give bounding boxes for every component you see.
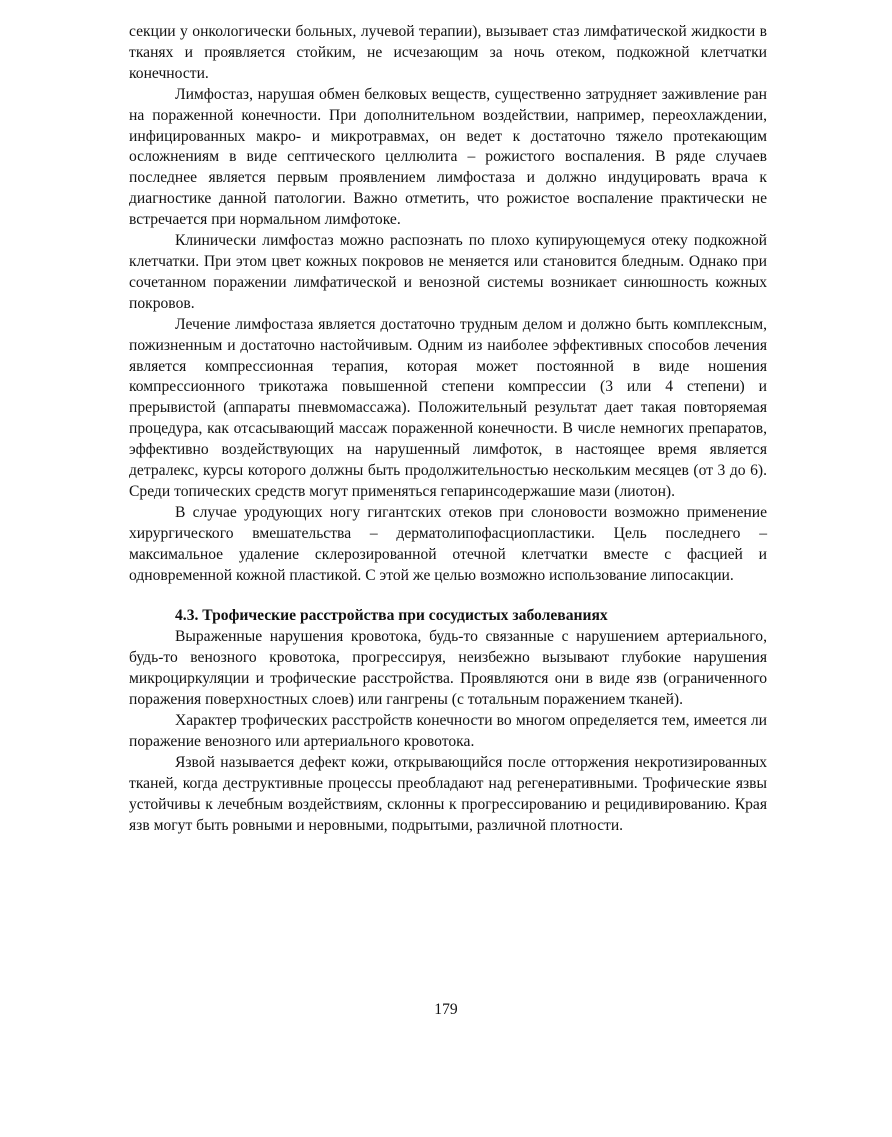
paragraph-1: секции у онкологически больных, лучевой терапии), вызывает стаз лимфатической жидкости в тканях и проявляется стойким, не исчезающим за ночь отеком, подкожной клетчатки конечности. xyxy=(129,23,767,82)
paragraph-5: В случае уродующих ногу гигантских отеков при слоновости возможно применение хирургического вмешательства – дерматолипофасциопластики. Цель последнего – максимальное удаление склерозированной отечной клетчатки вместе с фасцией и одновременной кожной пластикой. С этой же целью возможно использование липосакции. xyxy=(129,503,767,584)
page-body xyxy=(129,22,767,836)
paragraph-4: Лечение лимфостаза является достаточно трудным делом и должно быть комплексным, пожизненным и достаточно настойчивым. Одним из наиболее эффективных способов лечения является компрессионная терапия, которая может постоянной в виде ношения компрессионного трикотажа повышенной степени компрессии (3 или 4 степени) и прерывистой (аппараты пневмомассажа). Положительный результат дает такая повторяемая процедура, как отсасывающий массаж пораженной конечности. В числе немногих препаратов, эффективно воздействующих на нарушенный лимфоток, в настоящее время является детралекс, курсы которого должны быть продолжительностью нескольким месяцев (от 3 до 6). Среди топических средств могут применяться гепаринсодержашие мази (лиотон). xyxy=(129,315,767,500)
section-paragraph-1: Выраженные нарушения кровотока, будь-то связанные с нарушением артериального, будь-то венозного кровотока, прогрессируя, неизбежно вызывают глубокие нарушения микроциркуляции и трофические расстройства. Проявляются они в виде язв (ограниченного поражения поверхностных слоев) или гангрены (с тотальным поражением тканей). xyxy=(129,628,767,709)
section-paragraph-2: Характер трофических расстройств конечности во многом определяется тем, имеется ли поражение венозного или артериального кровотока. xyxy=(129,712,767,750)
section-paragraph-3: Язвой называется дефект кожи, открывающийся после отторжения некротизированных тканей, когда деструктивные процессы преобладают над регенеративными. Трофические язвы устойчивы к лечебным воздействиям, склонны к прогрессированию и рецидивированию. Края язв могут быть ровными и неровными, подрытыми, различной плотности. xyxy=(129,753,767,834)
section-heading: 4.3. Трофические расстройства при сосудистых заболеваниях xyxy=(175,607,608,625)
paragraph-3: Клинически лимфостаз можно распознать по плохо купирующемуся отеку подкожной клетчатки. При этом цвет кожных покровов не меняется или становится бледным. Однако при сочетанном поражении лимфатической и венозной системы возникает синюшность кожных покровов. xyxy=(129,232,767,312)
page-number: 179 xyxy=(434,1001,458,1018)
paragraph-2: Лимфостаз, нарушая обмен белковых веществ, существенно затрудняет заживление ран на пораженной конечности. При дополнительном воздействии, например, переохлаждении, инфицированных макро- и микротравмах, он ведет к достаточно тяжело протекающим осложнениям в виде септического целлюлита – рожистого воспаления. В ряде случаев последнее является первым проявлением лимфостаза и должно индуцировать врача к диагностике данной патологии. Важно отметить, что рожистое воспаление практически не встречается при нормальном лимфотоке. xyxy=(129,85,767,229)
